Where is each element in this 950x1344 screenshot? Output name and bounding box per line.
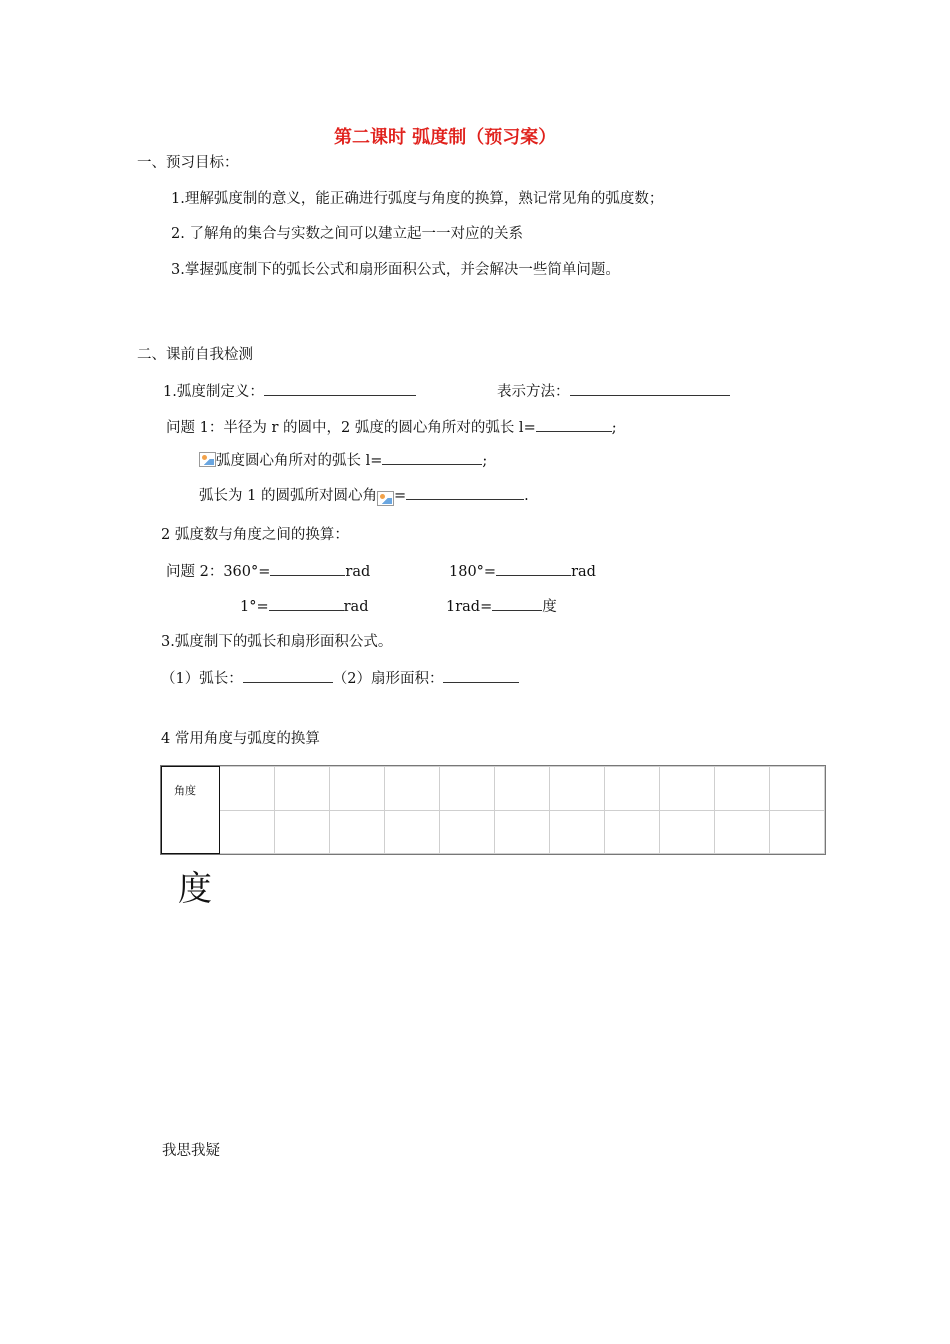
table-cell[interactable]: [550, 767, 605, 811]
unit-rad: rad: [571, 564, 596, 580]
table-row: [162, 767, 825, 811]
arc-length-label: （1）弧长：: [161, 671, 243, 687]
arc-length-formula-blank[interactable]: [243, 668, 333, 683]
problem1-row-c: 弧长为 1 的圆弧所对圆心角 = .: [199, 485, 529, 506]
q1-method-row: [497, 381, 730, 402]
reflection-heading: 我思我疑: [162, 1143, 220, 1159]
table-cell[interactable]: [385, 810, 440, 854]
table-cell[interactable]: [715, 810, 770, 854]
table-cell[interactable]: [440, 810, 495, 854]
table-cell[interactable]: [330, 767, 385, 811]
goal-item-2: 2. 了解角的集合与实数之间可以建立起一一对应的关系: [171, 226, 523, 242]
unit-rad: rad: [343, 599, 369, 615]
q1-definition-label: 1.弧度制定义：: [163, 384, 264, 400]
table-cell[interactable]: [605, 767, 660, 811]
problem2-row-b: [449, 561, 596, 582]
problem2-row-c: [240, 596, 368, 617]
table-cell[interactable]: [770, 810, 825, 854]
table-cell[interactable]: [275, 810, 330, 854]
conversion-table: [161, 766, 825, 854]
goal-item-3: 3.掌握弧度制下的弧长公式和扇形面积公式，并会解决一些简单问题。: [171, 262, 620, 278]
q1-method-label: 表示方法：: [497, 384, 570, 400]
table-cell[interactable]: [770, 767, 825, 811]
arc-length-blank-1[interactable]: [536, 417, 612, 432]
q4-heading: 4 常用角度与弧度的换算: [161, 731, 320, 747]
problem1-row-b: 弧度圆心角所对的弧长 l= ;: [199, 450, 487, 471]
deg-blank-1rad[interactable]: [492, 596, 542, 611]
central-angle-blank[interactable]: [406, 485, 524, 500]
sector-area-formula-blank[interactable]: [443, 668, 519, 683]
problem1-text-b: 弧度圆心角所对的弧长 l=: [216, 453, 383, 469]
table-cell[interactable]: [605, 810, 660, 854]
sector-area-label: （2）扇形面积：: [332, 671, 444, 687]
problem2-text-b: 180°=: [449, 564, 497, 580]
q3-heading: 3.弧度制下的弧长和扇形面积公式。: [161, 634, 393, 650]
table-cell[interactable]: [495, 767, 550, 811]
table-row: [162, 810, 825, 854]
q1-row: [163, 381, 416, 402]
rad-blank-1deg[interactable]: [269, 596, 344, 611]
large-degree-char: 度: [178, 869, 212, 909]
section1-heading: 一、预习目标：: [137, 155, 239, 171]
table-cell[interactable]: [715, 767, 770, 811]
problem2-row-d: [446, 596, 557, 617]
arc-length-blank-2[interactable]: [382, 450, 482, 465]
table-head-cell: 角度: [162, 767, 220, 854]
table-cell[interactable]: [385, 767, 440, 811]
q2-heading: 2 弧度数与角度之间的换算：: [161, 527, 349, 543]
goal-item-1: 1.理解弧度制的意义，能正确进行弧度与角度的换算，熟记常见角的弧度数；: [171, 191, 664, 207]
table-cell[interactable]: [440, 767, 495, 811]
table-cell[interactable]: [660, 810, 715, 854]
page-title: 第二课时 弧度制（预习案）: [334, 127, 557, 148]
formula-image-icon: [199, 452, 216, 467]
rad-blank-360[interactable]: [270, 561, 345, 576]
problem1-text-a: 问题 1：半径为 r 的圆中，2 弧度的圆心角所对的弧长 l=: [166, 420, 536, 436]
table-cell[interactable]: [495, 810, 550, 854]
problem1-row-a: 问题 1：半径为 r 的圆中，2 弧度的圆心角所对的弧长 l= ;: [166, 417, 617, 438]
unit-deg: 度: [542, 599, 557, 615]
section2-heading: 二、课前自我检测: [137, 347, 253, 363]
unit-rad: rad: [345, 564, 371, 580]
table-cell[interactable]: [550, 810, 605, 854]
problem2-row-a: [166, 561, 370, 582]
q3-row: [161, 668, 519, 689]
table-cell[interactable]: [275, 767, 330, 811]
problem2-text-c: 1°=: [240, 599, 269, 615]
method-blank[interactable]: [570, 381, 730, 396]
formula-image-icon: [377, 491, 394, 506]
table-cell[interactable]: [220, 810, 275, 854]
table-cell[interactable]: [660, 767, 715, 811]
problem2-text-a: 问题 2：360°=: [166, 564, 271, 580]
problem2-text-d: 1rad=: [446, 599, 493, 615]
rad-blank-180[interactable]: [496, 561, 571, 576]
table-cell[interactable]: [220, 767, 275, 811]
table-cell[interactable]: [330, 810, 385, 854]
problem1-text-c: 弧长为 1 的圆弧所对圆心角: [199, 488, 377, 504]
definition-blank[interactable]: [264, 381, 416, 396]
